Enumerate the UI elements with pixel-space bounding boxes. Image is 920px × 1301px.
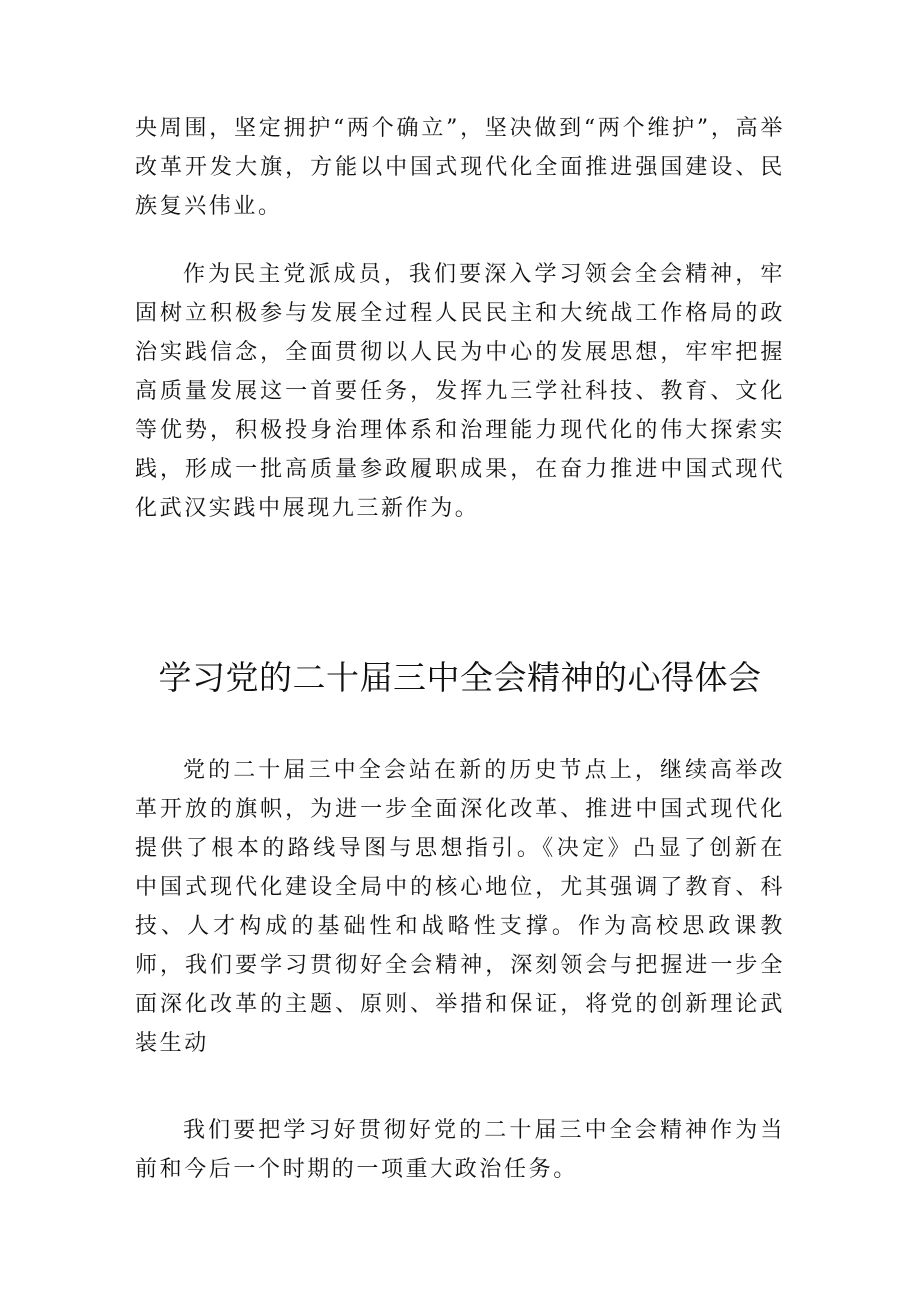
body-paragraph-continued: 央周围，坚定拥护“两个确立”，坚决做到“两个维护”，高举改革开发大旗，方能以中国式现代化全面推进强国建设、民族复兴伟业。: [135, 116, 785, 219]
body-paragraph: 党的二十届三中全会站在新的历史节点上，继续高举改革开放的旗帜，为进一步全面深化改革、推进中国式现代化提供了根本的路线导图与思想指引。《决定》凸显了创新在中国式现代化建设全局中的核心地位，尤其强调了教育、科技、人才构成的基础性和战略性支撑。作为高校思政课教师，我们要学习贯彻好全会精神，深刻领会与把握进一步全面深化改革的主题、原则、举措和保证，将党的创新理论武装生动: [135, 758, 785, 1056]
body-paragraph: 我们要把学习好贯彻好党的二十届三中全会精神作为当前和今后一个时期的一项重大政治任务。: [135, 1118, 785, 1182]
section-title: 学习党的二十届三中全会精神的心得体会: [158, 658, 762, 697]
body-paragraph: 作为民主党派成员，我们要深入学习领会全会精神，牢固树立积极参与发展全过程人民民主和大统战工作格局的政治实践信念，全面贯彻以人民为中心的发展思想，牢牢把握高质量发展这一首要任务，发挥九三学社科技、教育、文化等优势，积极投身治理体系和治理能力现代化的伟大探索实践，形成一批高质量参政履职成果，在奋力推进中国式现代化武汉实践中展现九三新作为。: [135, 262, 785, 521]
